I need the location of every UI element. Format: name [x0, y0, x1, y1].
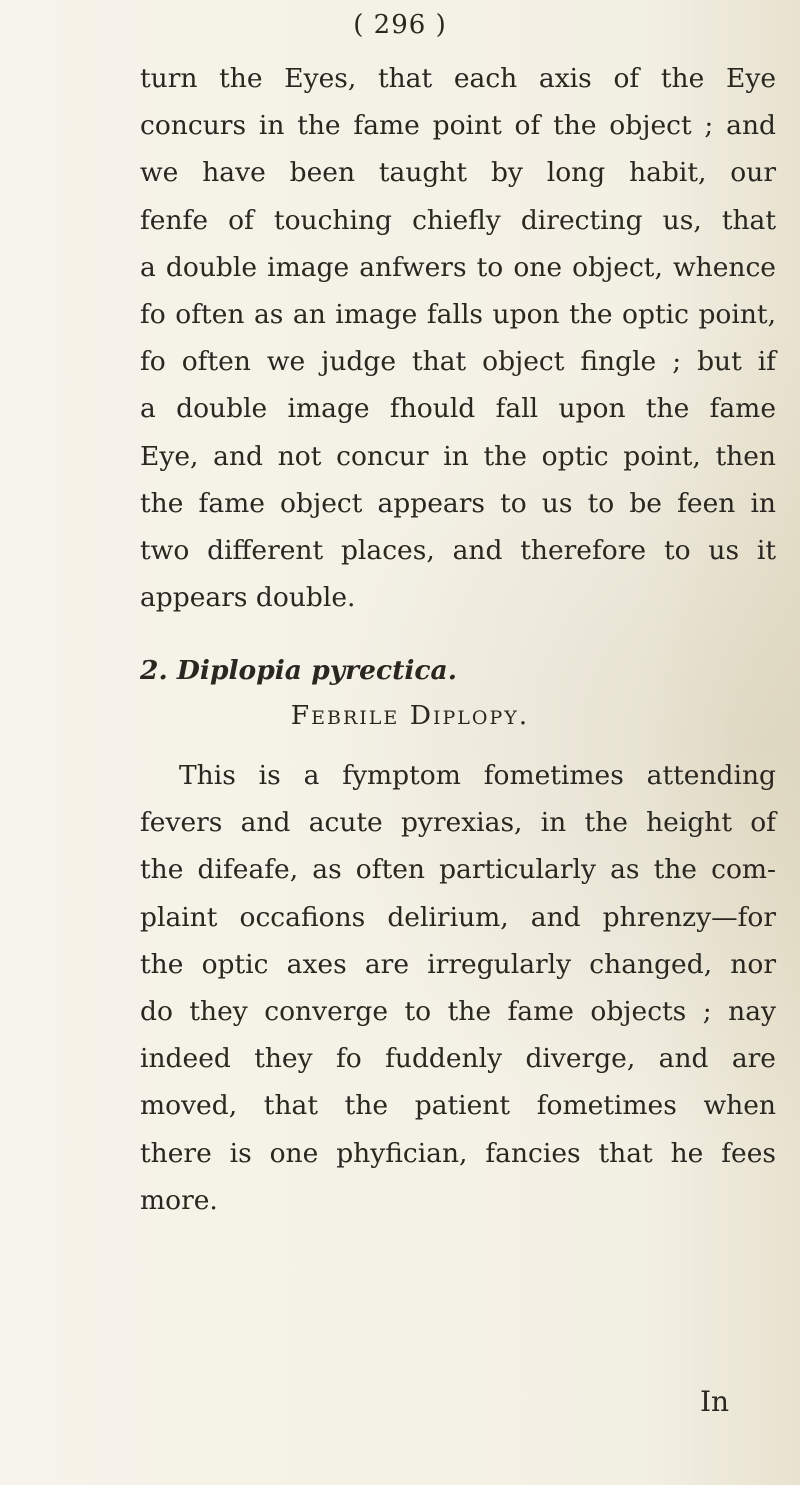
text-line: the optic axes are irregularly changed, nor — [140, 948, 776, 980]
text-line: the fame object appears to us to be feen in — [140, 487, 776, 519]
paragraph-1 — [140, 55, 790, 621]
text-line: fo often we judge that object fingle ; but if — [140, 346, 776, 378]
text-line: plaint occafions delirium, and phrenzy—for — [140, 901, 776, 933]
text-line: do they converge to the fame objects ; nay — [140, 996, 776, 1028]
section-number: 2. Diplopia pyrectica. — [140, 655, 457, 686]
text-line: appears double. — [140, 582, 356, 614]
catchword: In — [700, 1385, 730, 1418]
text-line: concurs in the fame point of the object ; and — [140, 110, 776, 142]
text-line: more. — [140, 1184, 218, 1216]
text-line: fo often as an image falls upon the optic point, — [140, 299, 776, 331]
section-heading: Febrile Diplopy. — [290, 700, 530, 731]
text-line: moved, that the patient fometimes when — [140, 1090, 776, 1122]
text-line: there is one phyfician, fancies that he fees — [140, 1137, 776, 1169]
paragraph-2 — [140, 752, 790, 1224]
text-line: two different places, and therefore to us it — [140, 535, 776, 567]
text-line: a double image anfwers to one object, whence — [140, 251, 776, 283]
text-line: the difeafe, as often particularly as the com- — [140, 854, 776, 886]
text-line: indeed they fo fuddenly diverge, and are — [140, 1043, 776, 1075]
page-number: ( 296 ) — [353, 10, 447, 40]
text-line: turn the Eyes, that each axis of the Eye — [140, 63, 776, 94]
text-line: Eye, and not concur in the optic point, then — [140, 440, 776, 472]
text-line: This is a fymptom fometimes attending — [179, 760, 776, 791]
text-line: fevers and acute pyrexias, in the height of — [140, 807, 776, 839]
text-line: we have been taught by long habit, our — [140, 157, 776, 189]
text-line: a double image fhould fall upon the fame — [140, 393, 776, 425]
text-line: fenfe of touching chiefly directing us, that — [140, 204, 776, 236]
